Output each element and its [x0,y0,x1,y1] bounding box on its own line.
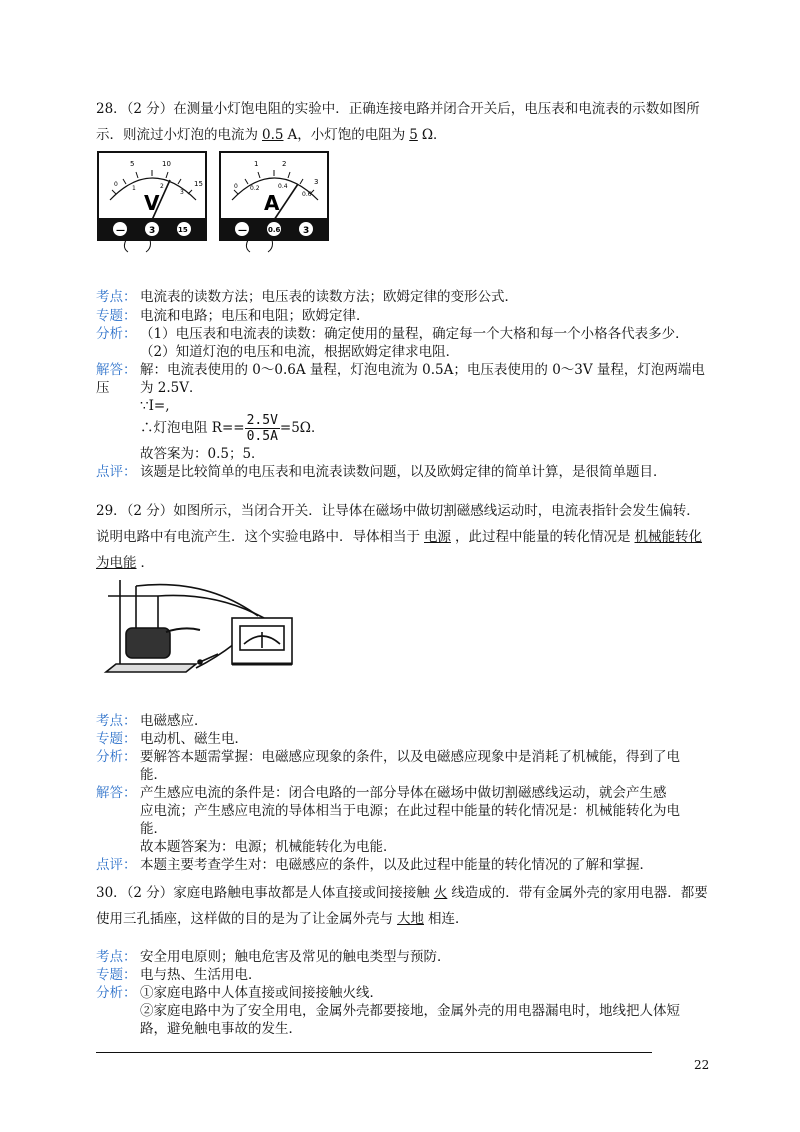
svg-text:3: 3 [180,189,184,196]
q29-jieda-3: 能． [140,821,167,837]
svg-text:3: 3 [314,178,319,186]
q29-fenxi-2: 能． [140,767,167,783]
voltmeter-tick-15: 15 [194,180,203,188]
svg-text:0: 0 [234,183,238,190]
q29-dianping: 点评： 本题主要考查学生对：电磁感应的条件，以及此过程中能量的转化情况的了解和掌握． [96,857,653,873]
meters-figure [96,150,336,258]
q28-jieda: 解答： 解：电流表使用的 0～0.6A 量程，灯泡电流为 0.5A；电压表使用的 0～3V 量程，灯泡两端电压 [96,362,705,396]
induction-apparatus-figure [96,572,306,684]
q28-fenxi: 分析： （1）电压表和电流表的读数：确定使用的量程，确定每一个大格和每一个小格各代表多少． [96,326,689,342]
q28-jieda-3: ∵I=, [140,398,170,414]
q28-fenxi-2: （2）知道灯泡的电压和电流，根据欧姆定律求电阻． [140,344,460,360]
q28-zhuanti: 专题： 电流和电路；电压和电阻；欧姆定律． [96,308,370,324]
svg-text:1: 1 [254,160,259,168]
voltmeter-tick-10: 10 [162,160,171,168]
q29-stem: 29．（2 分）如图所示，当闭合开关．让导体在磁场中做切割磁感线运动时，电流表指针会发生偏转．说明电路中有电流产生．这个实验电路中．导体相当于 电源 ，此过程中能量的转化情况是 机械能转化为电能 ． [96,503,702,571]
footer-divider [96,1052,652,1053]
svg-text:—: — [238,226,247,236]
ammeter-symbol: A [264,191,280,215]
svg-text:0.4: 0.4 [278,183,288,190]
q28-jieda-2: 为 2.5V． [140,380,203,396]
q29-zhuanti: 专题： 电动机、磁生电． [96,731,248,747]
q30-answer-1: 火 [433,885,448,901]
q28-answer-resistance: 5 [409,127,418,143]
svg-text:0: 0 [114,181,118,188]
q29-jieda: 解答： 产生感应电流的条件是：闭合电路的一部分导体在磁场中做切割磁感线运动，就会产生感 [96,785,667,801]
q30-stem: 30．（2 分）家庭电路触电事故都是人体直接或间接接触 火 线造成的．带有金属外壳的家用电器．都要使用三孔插座，这样做的目的是为了让金属外壳与 大地 相连． [96,885,708,927]
svg-text:2: 2 [160,183,164,190]
resistance-fraction: $\frac{2.5V}{0.5A}$ [246,413,278,444]
svg-text:0.6: 0.6 [268,226,281,234]
svg-text:3: 3 [303,226,310,236]
svg-text:3: 3 [149,226,156,236]
voltmeter [98,152,206,252]
q28-jieda-4: ∴灯泡电阻 R== $\frac{2.5V}{0.5A}$ =5Ω． [140,413,325,444]
ammeter [220,152,328,252]
q29-fenxi: 分析： 要解答本题需掌握：电磁感应现象的条件，以及电磁感应现象中是消耗了机械能，得到了电 [96,749,680,765]
svg-text:2: 2 [282,160,287,168]
svg-text:15: 15 [178,226,188,234]
q30-fenxi-3: 路，避免触电事故的发生． [140,1021,302,1037]
svg-text:1: 1 [132,185,136,192]
q29-answer-1: 电源 [424,529,451,545]
q29-jieda-4: 故本题答案为：电源；机械能转化为电能． [140,839,397,855]
q29-jieda-2: 应电流；产生感应电流的导体相当于电源；在此过程中能量的转化情况是：机械能转化为电 [140,803,680,819]
q29-answer-2: 机械能转化为电能 [96,529,702,571]
page-number: 22 [694,1058,710,1072]
q28-answer-current: 0.5 [262,127,284,143]
voltmeter-tick-5: 5 [130,160,135,168]
svg-text:0.2: 0.2 [250,185,260,192]
q28-kaodian: 考点： 电流表的读数方法；电压表的读数方法；欧姆定律的变形公式． [96,289,518,305]
voltmeter-symbol: V [144,191,160,215]
svg-text:—: — [116,226,125,236]
q28-jieda-5: 故答案为：0.5；5． [140,446,265,462]
q28-stem: 28．（2 分）在测量小灯饱电阻的实验中．正确连接电路并闭合开关后，电压表和电流表的示数如图所示．则流过小灯泡的电流为 0.5 A，小灯饱的电阻为 5 Ω． [96,101,700,143]
q30-fenxi-2: ②家庭电路中为了安全用电，金属外壳都要接地，金属外壳的用电器漏电时，地线把人体短 [140,1003,680,1019]
q30-fenxi: 分析： ①家庭电路中人体直接或间接接触火线． [96,985,383,1001]
svg-text:0.6: 0.6 [302,191,312,198]
q30-kaodian: 考点： 安全用电原则；触电危害及常见的触电类型与预防． [96,949,451,965]
q30-zhuanti: 专题： 电与热、生活用电． [96,967,262,983]
q30-answer-2: 大地 [397,911,424,927]
q28-dianping: 点评： 该题是比较简单的电压表和电流表读数问题，以及欧姆定律的简单计算，是很简单题目． [96,464,667,480]
q29-kaodian: 考点： 电磁感应． [96,713,208,729]
